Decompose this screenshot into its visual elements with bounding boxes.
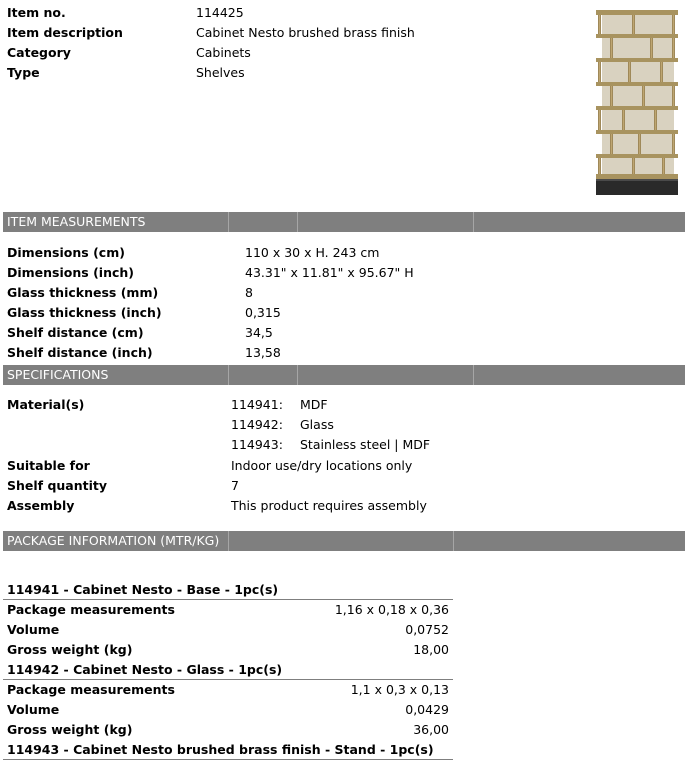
- value-assembly: This product requires assembly: [231, 498, 427, 513]
- label-volume: Volume: [7, 702, 60, 717]
- value-package-measurements: 1,16 x 0,18 x 0,36: [334, 602, 449, 617]
- material-name: Stainless steel | MDF: [300, 437, 431, 452]
- header-divider: [473, 212, 474, 232]
- label-item-no: Item no.: [7, 5, 66, 20]
- section-title: SPECIFICATIONS: [7, 367, 109, 382]
- label-package-measurements: Package measurements: [7, 602, 175, 617]
- value-suitable-for: Indoor use/dry locations only: [231, 458, 413, 473]
- label-suitable-for: Suitable for: [7, 458, 90, 473]
- value-glass-thickness-mm: 8: [245, 285, 253, 300]
- section-title: PACKAGE INFORMATION (MTR/KG): [7, 533, 220, 548]
- divider-line: [3, 759, 453, 760]
- section-header-package-information: [3, 531, 685, 551]
- label-category: Category: [7, 45, 71, 60]
- header-divider: [228, 365, 229, 385]
- header-divider: [473, 365, 474, 385]
- header-divider: [297, 212, 298, 232]
- label-type: Type: [7, 65, 40, 80]
- section-header-item-measurements: [3, 212, 685, 232]
- label-item-description: Item description: [7, 25, 123, 40]
- value-gross-weight: 36,00: [413, 722, 449, 737]
- label-shelf-distance-cm: Shelf distance (cm): [7, 325, 144, 340]
- material-code: 114942:: [231, 417, 283, 432]
- value-item-description: Cabinet Nesto brushed brass finish: [196, 25, 415, 40]
- label-shelf-quantity: Shelf quantity: [7, 478, 108, 493]
- label-materials: Material(s): [7, 397, 85, 412]
- material-code: 114943:: [231, 437, 283, 452]
- value-package-measurements: 1,1 x 0,3 x 0,13: [350, 682, 449, 697]
- material-name: MDF: [300, 397, 328, 412]
- material-name: Glass: [300, 417, 334, 432]
- value-volume: 0,0752: [405, 622, 449, 637]
- header-divider: [453, 531, 454, 551]
- label-gross-weight: Gross weight (kg): [7, 642, 133, 657]
- value-shelf-distance-cm: 34,5: [245, 325, 273, 340]
- section-header-specifications: [3, 365, 685, 385]
- section-title: ITEM MEASUREMENTS: [7, 214, 146, 229]
- header-divider: [297, 365, 298, 385]
- label-dimensions-inch: Dimensions (inch): [7, 265, 134, 280]
- header-divider: [228, 212, 229, 232]
- value-shelf-quantity: 7: [231, 478, 239, 493]
- package-title: 114942 - Cabinet Nesto - Glass - 1pc(s): [7, 662, 283, 677]
- value-item-no: 114425: [196, 5, 244, 20]
- value-type: Shelves: [196, 65, 245, 80]
- package-title: 114943 - Cabinet Nesto brushed brass finish - Stand - 1pc(s): [7, 742, 434, 757]
- package-title: 114941 - Cabinet Nesto - Base - 1pc(s): [7, 582, 279, 597]
- value-gross-weight: 18,00: [413, 642, 449, 657]
- value-dimensions-inch: 43.31" x 11.81" x 95.67" H: [245, 265, 414, 280]
- label-dimensions-cm: Dimensions (cm): [7, 245, 125, 260]
- value-category: Cabinets: [196, 45, 251, 60]
- value-volume: 0,0429: [405, 702, 449, 717]
- label-glass-thickness-mm: Glass thickness (mm): [7, 285, 159, 300]
- label-shelf-distance-inch: Shelf distance (inch): [7, 345, 153, 360]
- value-dimensions-cm: 110 x 30 x H. 243 cm: [245, 245, 380, 260]
- header-divider: [228, 531, 229, 551]
- label-package-measurements: Package measurements: [7, 682, 175, 697]
- material-code: 114941:: [231, 397, 283, 412]
- product-image: [588, 6, 680, 200]
- label-assembly: Assembly: [7, 498, 75, 513]
- label-gross-weight: Gross weight (kg): [7, 722, 133, 737]
- label-volume: Volume: [7, 622, 60, 637]
- value-glass-thickness-inch: 0,315: [245, 305, 281, 320]
- divider-line: [3, 679, 453, 680]
- value-shelf-distance-inch: 13,58: [245, 345, 281, 360]
- label-glass-thickness-inch: Glass thickness (inch): [7, 305, 162, 320]
- divider-line: [3, 599, 453, 600]
